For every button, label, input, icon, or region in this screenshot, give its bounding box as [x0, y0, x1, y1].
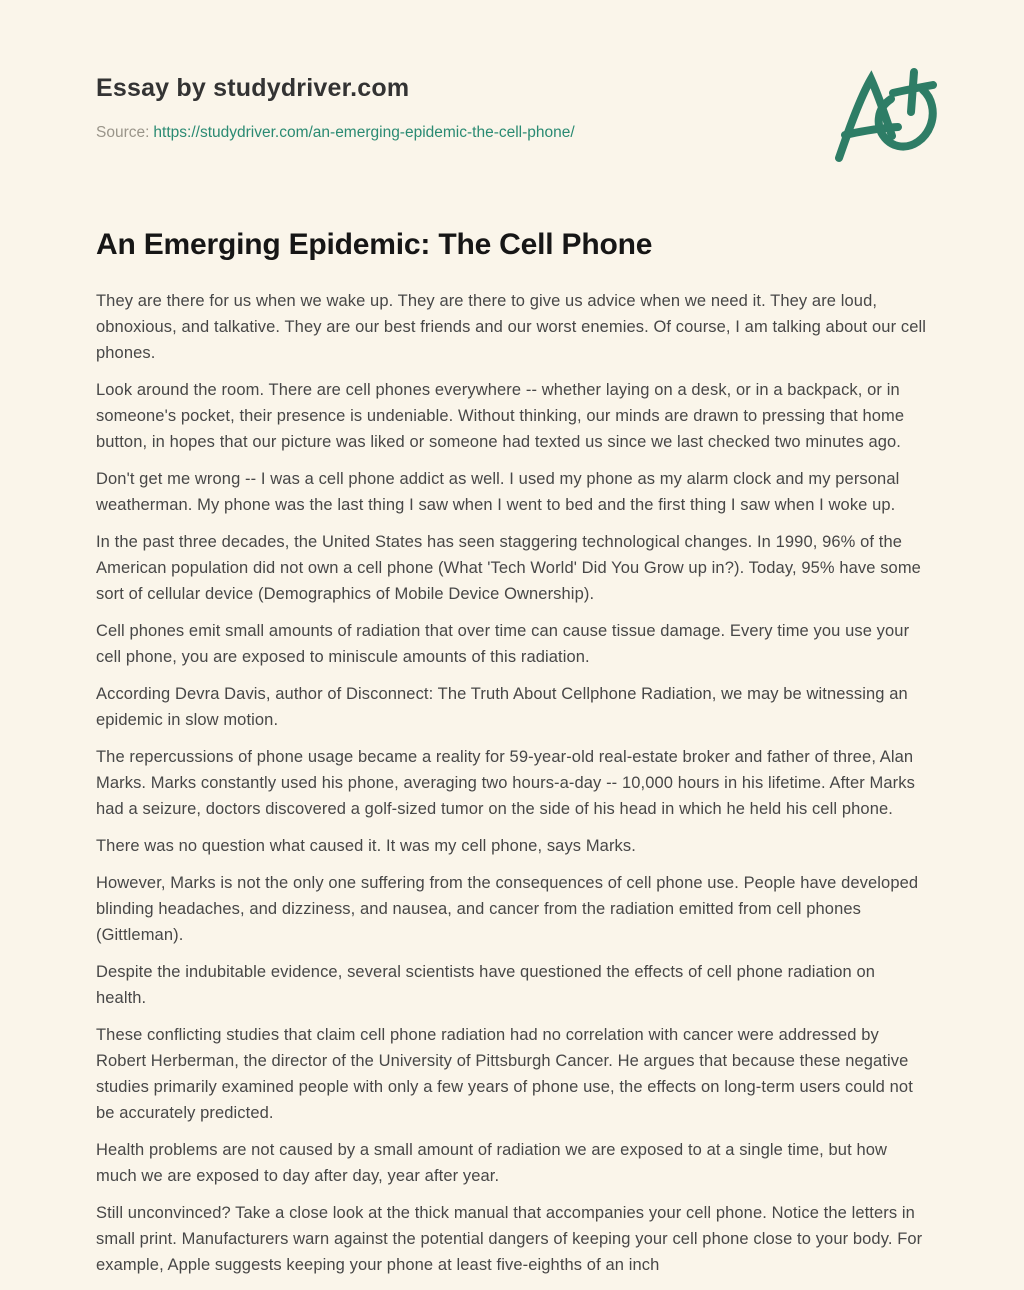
essay-paragraph: Cell phones emit small amounts of radiation that over time can cause tissue damage. Every time you use your cell phone, you are exposed to miniscule amounts of this radiation. [96, 622, 910, 666]
essay-paragraph: They are there for us when we wake up. They are there to give us advice when we need it. They are loud, obnoxious, and talkative. They are our best friends and our worst enemies. Of course, I am talking about our cell phones. [96, 292, 927, 362]
site-title: Essay by studydriver.com [96, 74, 410, 102]
essay-paragraph: According Devra Davis, author of Disconnect: The Truth About Cellphone Radiation, we may be witnessing an epidemic in slow motion. [96, 685, 908, 729]
essay-paragraph: These conflicting studies that claim cell phone radiation had no correlation with cancer were addressed by Robert Herberman, the director of the University of Pittsburgh Cancer. He argues that because these negative studies primarily examined people with only a few years of phone use, the effects on long-term users could not be accurately predicted. [96, 1026, 913, 1122]
essay-paragraph: Despite the indubitable evidence, several scientists have questioned the effects of cell phone radiation on health. [96, 963, 876, 1007]
essay-paragraph: The repercussions of phone usage became a reality for 59-year-old real-estate broker and father of three, Alan Marks. Marks constantly used his phone, averaging two hours-a-day -- 10,000 hours in his lifetime. After Marks had a seizure, doctors discovered a golf-sized tumor on the side of his head in which he held his cell phone. [96, 748, 915, 818]
essay-paragraph: Don't get me wrong -- I was a cell phone addict as well. I used my phone as my alarm clock and my personal weatherman. My phone was the last thing I saw when I went to bed and the first thing I saw when I woke up. [96, 470, 900, 514]
source-label: Source: [96, 124, 150, 141]
essay-paragraph: However, Marks is not the only one suffering from the consequences of cell phone use. People have developed blinding headaches, and dizziness, and nausea, and cancer from the radiation emitted from cell phones (Gittleman). [96, 874, 919, 944]
essay-paragraph: Still unconvinced? Take a close look at the thick manual that accompanies your cell phone. Notice the letters in small print. Manufacturers warn against the potential dangers of keeping your cell phone close to your body. For example, Apple suggests keeping your phone at least five-eighths of an inch [96, 1204, 923, 1274]
a-plus-logo-icon [832, 60, 938, 170]
source-link[interactable]: https://studydriver.com/an-emerging-epidemic-the-cell-phone/ [153, 124, 575, 141]
essay-title: An Emerging Epidemic: The Cell Phone [96, 228, 653, 261]
essay-body [96, 288, 928, 1278]
essay-paragraph: Look around the room. There are cell phones everywhere -- whether laying on a desk, or in a backpack, or in someone's pocket, their presence is undeniable. Without thinking, our minds are drawn to pressing that home button, in hopes that our picture was liked or someone had texted us since we last checked two minutes ago. [96, 381, 905, 451]
essay-paragraph: There was no question what caused it. It was my cell phone, says Marks. [96, 837, 636, 855]
source-line [96, 124, 928, 142]
essay-paragraph: In the past three decades, the United States has seen staggering technological changes. In 1990, 96% of the American population did not own a cell phone (What 'Tech World' Did You Grow up in?). Today, 95% have some sort of cellular device (Demographics of Mobile Device Ownership). [96, 533, 921, 603]
essay-paragraph: Health problems are not caused by a small amount of radiation we are exposed to at a single time, but how much we are exposed to day after day, year after year. [96, 1141, 888, 1185]
